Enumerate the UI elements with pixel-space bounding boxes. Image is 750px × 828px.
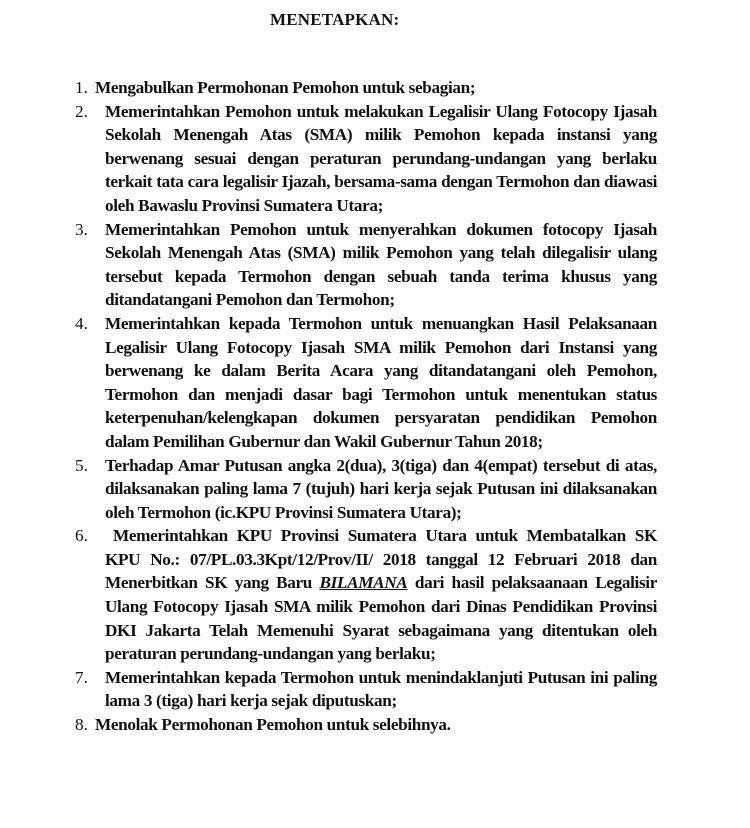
item-text xyxy=(105,524,657,666)
list-item xyxy=(75,312,657,454)
list-item xyxy=(75,713,657,737)
list-item xyxy=(75,76,657,100)
item-text: Terhadap Amar Putusan angka 2(dua), 3(tiga) dan 4(empat) tersebut di atas, dilaksanakan paling lama 7 (tujuh) hari kerja sejak Putusan ini dilaksanakan oleh Termohon (ic.KPU Provinsi Sumatera Utara); xyxy=(105,455,657,522)
item-text: Memerintahkan kepada Termohon untuk menuangkan Hasil Pelaksanaan Legalisir Ulang Fotocopy Ijasah SMA milik Pemohon dari Instansi yang berwenang ke dalam Berita Acara yang ditandatangani oleh Pemohon, Termohon dan menjadi dasar bagi Termohon untuk menentukan status keterpenuhan/kelengkapan dokumen persyaratan pendidikan Pemohon dalam Pemilihan Gubernur dan Wakil Gubernur Tahun 2018; xyxy=(105,313,657,451)
item-text: Memerintahkan Pemohon untuk menyerahkan dokumen fotocopy Ijasah Sekolah Menengah Atas (SMA) milik Pemohon yang telah dilegalisir ulang tersebut kepada Termohon dengan sebuah tanda terima khusus yang ditandatangani Pemohon dan Termohon; xyxy=(105,219,657,310)
item-text: Memerintahkan Pemohon untuk melakukan Legalisir Ulang Fotocopy Ijasah Sekolah Menengah Atas (SMA) milik Pemohon kepada instansi yang berwenang sesuai dengan peraturan perundang-undangan yang berlaku terkait tata cara legalisir Ijazah, bersama-sama dengan Termohon dan diawasi oleh Bawaslu Provinsi Sumatera Utara; xyxy=(105,101,657,215)
item-number: 2. xyxy=(75,101,88,121)
item-text: Mengabulkan Permohonan Pemohon untuk sebagian; xyxy=(95,78,476,97)
ruling-list xyxy=(75,76,657,737)
page-title: MENETAPKAN: xyxy=(270,10,400,29)
item-number: 7. xyxy=(75,667,88,687)
emphasis-bilamana: BILAMANA xyxy=(319,573,408,593)
list-item xyxy=(75,100,657,218)
item-number: 6. xyxy=(75,526,88,546)
item-text: Menolak Permohonan Pemohon untuk selebihnya. xyxy=(95,715,451,735)
list-item xyxy=(75,218,657,312)
item-number: 5. xyxy=(75,455,88,475)
item-number: 3. xyxy=(75,219,88,239)
list-item xyxy=(75,666,657,713)
item-number: 8. xyxy=(75,715,88,735)
list-item xyxy=(75,524,657,666)
list-item xyxy=(75,454,657,525)
item-number: 1. xyxy=(75,78,88,97)
item-text-before: Memerintahkan KPU Provinsi Sumatera Utara untuk Membatalkan SK KPU No.: 07/PL.03.3Kpt/12/Prov/II/ 2018 tanggal 12 Februari 2018 dan Menerbitkan SK yang Baru xyxy=(105,526,657,593)
item-text: Memerintahkan kepada Termohon untuk menindaklanjuti Putusan ini paling lama 3 (tiga) hari kerja sejak diputuskan; xyxy=(105,667,657,711)
item-text-after: dari hasil pelaksaanaan Legalisir Ulang Fotocopy Ijasah SMA milik Pemohon dari Dinas Pendidikan Provinsi DKI Jakarta Telah Memenuhi Syarat sebagaimana yang ditentukan oleh peraturan perundang-undangan yang berlaku; xyxy=(105,573,657,664)
item-number: 4. xyxy=(75,313,88,333)
